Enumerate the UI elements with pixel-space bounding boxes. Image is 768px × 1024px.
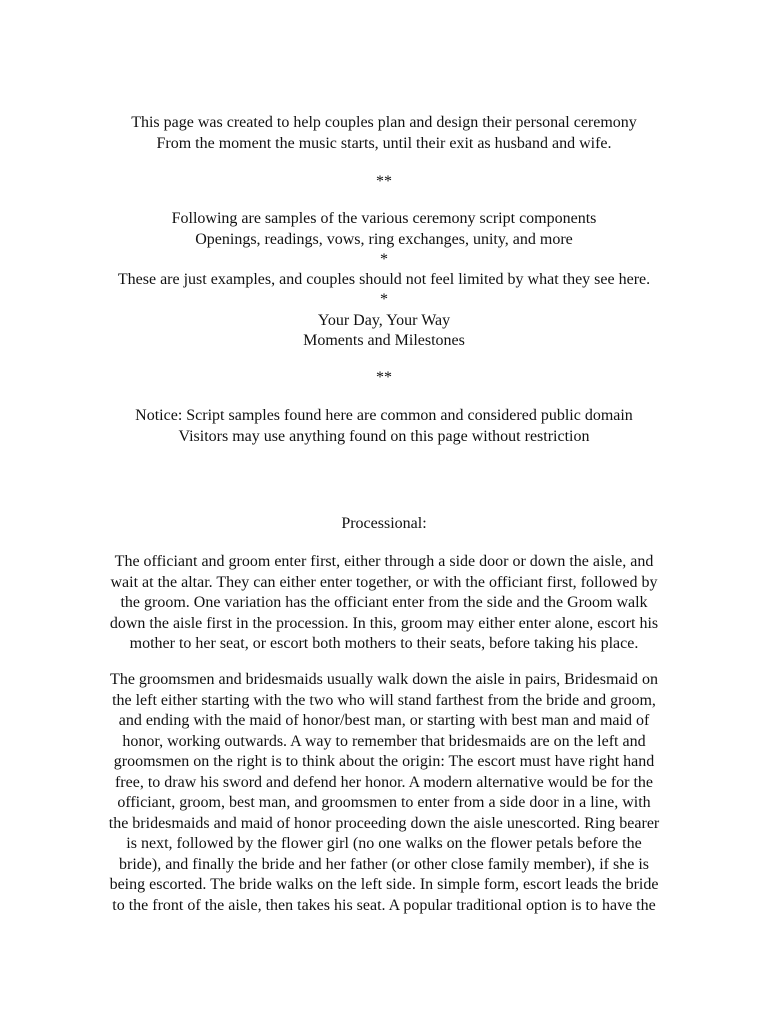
intro-line: This page was created to help couples plan and design their personal ceremony xyxy=(131,114,637,131)
paragraph-line: to the front of the aisle, then takes his seat. A popular traditional option is to have the xyxy=(112,896,656,914)
separator: * xyxy=(380,291,388,308)
paragraph-line: officiant, groom, best man, and groomsmen to enter from a side door in a line, with xyxy=(117,794,651,811)
separator: * xyxy=(380,251,388,268)
paragraph-line: The officiant and groom enter first, either through a side door or down the aisle, and xyxy=(114,553,654,570)
intro-line: These are just examples, and couples should not feel limited by what they see here. xyxy=(117,271,651,288)
paragraph-line: free, to draw his sword and defend her honor. A modern alternative would be for the xyxy=(114,773,654,791)
paragraph-line: wait at the altar. They can either enter together, or with the officiant first, followed by xyxy=(110,573,658,591)
paragraph-line: The groomsmen and bridesmaids usually walk down the aisle in pairs, Bridesmaid on xyxy=(110,671,658,688)
intro-line: Following are samples of the various ceremony script components xyxy=(171,210,597,227)
separator: ** xyxy=(376,173,392,190)
paragraph-processional-2 xyxy=(88,670,680,916)
intro-line: Your Day, Your Way xyxy=(317,312,451,329)
intro-line: Moments and Milestones xyxy=(303,332,465,349)
paragraph-line: honor, working outwards. A way to remember that bridesmaids are on the left and xyxy=(122,732,646,750)
paragraph-line: the bridesmaids and maid of honor proceeding down the aisle unescorted. Ring bearer xyxy=(108,814,660,832)
separator: ** xyxy=(376,369,392,386)
paragraph-line: the left either starting with the two who will stand farthest from the bride and groom, xyxy=(112,691,656,709)
paragraph-processional-1 xyxy=(88,552,680,655)
paragraph-line: groomsmen on the right is to think about the origin: The escort must have right hand xyxy=(113,753,655,770)
intro-line: From the moment the music starts, until their exit as husband and wife. xyxy=(156,135,612,152)
paragraph-line: is next, followed by the flower girl (no one walks on the flower petals before the xyxy=(126,835,642,852)
section-heading: Processional: xyxy=(341,515,427,532)
paragraph-line: mother to her seat, or escort both mothers to their seats, before taking his place. xyxy=(129,635,639,652)
paragraph-line: bride), and finally the bride and her father (or other close family member), if she is xyxy=(118,855,650,873)
paragraph-line: the groom. One variation has the officiant enter from the side and the Groom walk xyxy=(120,594,648,611)
notice-line: Notice: Script samples found here are common and considered public domain xyxy=(135,407,633,424)
paragraph-line: being escorted. The bride walks on the left side. In simple form, escort leads the bride xyxy=(109,876,659,893)
paragraph-line: down the aisle first in the procession. In this, groom may either enter alone, escort his xyxy=(109,614,659,632)
notice-line: Visitors may use anything found on this page without restriction xyxy=(178,428,590,445)
intro-line: Openings, readings, vows, ring exchanges, unity, and more xyxy=(195,231,573,248)
paragraph-line: and ending with the maid of honor/best man, or starting with best man and maid of xyxy=(118,712,650,729)
